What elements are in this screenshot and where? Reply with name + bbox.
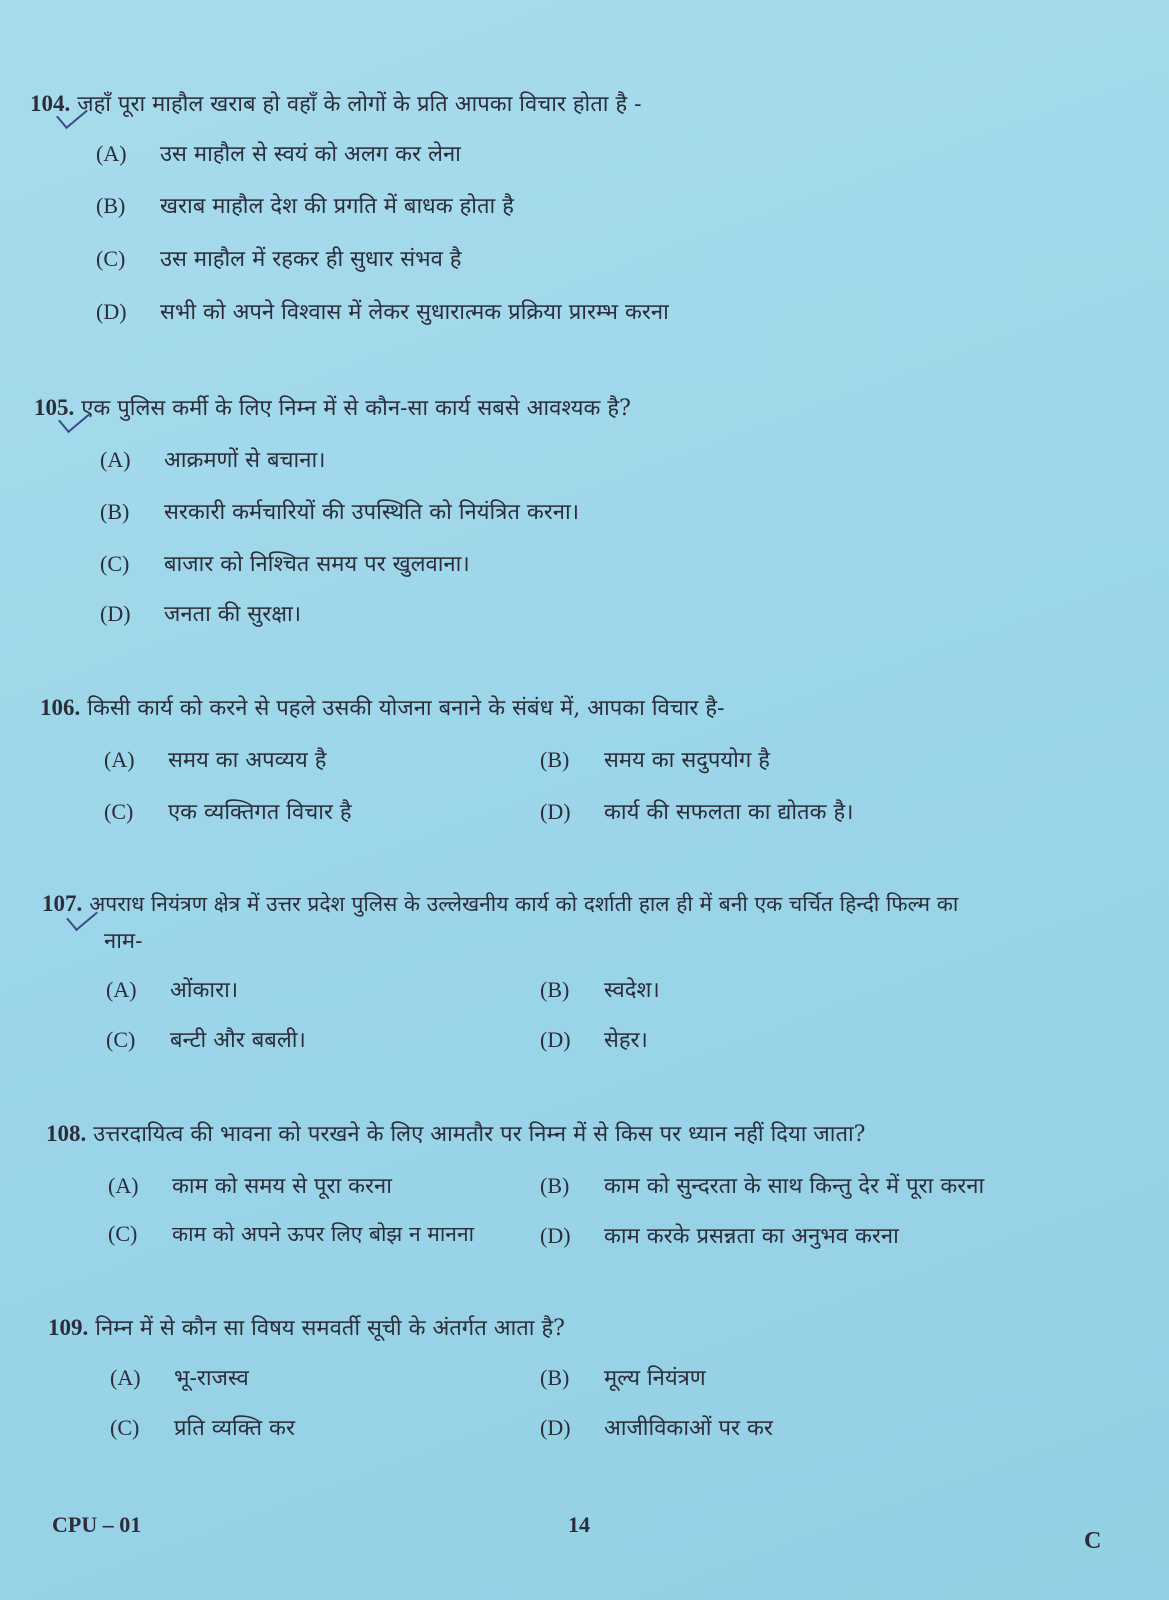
option-b bbox=[100, 496, 579, 526]
option-text: उस माहौल में रहकर ही सुधार संभव है bbox=[160, 247, 462, 272]
option-d bbox=[540, 1220, 899, 1250]
option-label: (A) bbox=[108, 1173, 139, 1198]
question-stem: किसी कार्य को करने से पहले उसकी योजना बनाने के संबंध में, आपका विचार है- bbox=[87, 696, 725, 721]
option-label: (A) bbox=[100, 447, 131, 472]
question-number: 109. bbox=[48, 1315, 89, 1340]
question-text bbox=[42, 890, 958, 918]
option-text: आक्रमणों से बचाना। bbox=[164, 448, 326, 473]
option-label: (B) bbox=[540, 747, 570, 772]
option-text: सरकारी कर्मचारियों की उपस्थिति को नियंत्रित करना। bbox=[164, 500, 580, 525]
option-text: जनता की सुरक्षा। bbox=[164, 602, 302, 627]
option-a bbox=[100, 444, 325, 474]
option-text: भू-राजस्व bbox=[174, 1366, 249, 1391]
option-a bbox=[96, 138, 461, 168]
question-stem: निम्न में से कौन सा विषय समवर्ती सूची के अंतर्गत आता है? bbox=[95, 1316, 565, 1341]
option-label: (D) bbox=[540, 799, 571, 824]
option-label: (C) bbox=[96, 246, 126, 271]
paper-code: CPU – 01 bbox=[52, 1512, 142, 1537]
option-c bbox=[96, 243, 462, 273]
option-b bbox=[540, 1362, 706, 1392]
question-stem: उत्तरदायित्व की भावना को परखने के लिए आमतौर पर निम्न में से किस पर ध्यान नहीं दिया जाता? bbox=[93, 1122, 866, 1147]
option-text: एक व्यक्तिगत विचार है bbox=[168, 800, 352, 825]
option-text: प्रति व्यक्ति कर bbox=[174, 1416, 295, 1441]
question-stem: अपराध नियंत्रण क्षेत्र में उत्तर प्रदेश पुलिस के उल्लेखनीय कार्य को दर्शाती हाल ही में बनी एक चर्चित हिन्दी फिल्म का bbox=[89, 892, 959, 916]
option-label: (B) bbox=[540, 1365, 570, 1390]
option-d bbox=[96, 296, 669, 326]
option-text: कार्य की सफलता का द्योतक है। bbox=[604, 800, 854, 825]
option-text: ओंकारा। bbox=[170, 978, 239, 1003]
option-text: समय का सदुपयोग है bbox=[604, 748, 770, 773]
option-text: काम करके प्रसन्नता का अनुभव करना bbox=[604, 1224, 899, 1249]
question-number: 105. bbox=[34, 395, 75, 420]
option-c bbox=[110, 1412, 295, 1442]
option-label: (C) bbox=[100, 551, 130, 576]
option-label: (B) bbox=[540, 1173, 570, 1198]
option-label: (B) bbox=[100, 499, 130, 524]
page-number: 14 bbox=[568, 1512, 590, 1537]
option-b bbox=[96, 190, 514, 220]
option-text: खराब माहौल देश की प्रगति में बाधक होता है bbox=[160, 194, 514, 219]
option-b bbox=[540, 1170, 984, 1200]
option-a bbox=[104, 744, 326, 774]
option-text: सेहर। bbox=[604, 1028, 648, 1053]
option-c bbox=[108, 1220, 474, 1248]
question-number: 107. bbox=[42, 891, 83, 916]
option-c bbox=[106, 1024, 306, 1054]
question-number: 106. bbox=[40, 695, 81, 720]
option-text: उस माहौल से स्वयं को अलग कर लेना bbox=[160, 142, 461, 167]
option-label: (D) bbox=[540, 1223, 571, 1248]
option-d bbox=[540, 1024, 648, 1054]
question-stem-continued: नाम- bbox=[104, 929, 143, 954]
option-label: (A) bbox=[106, 977, 137, 1002]
option-label: (C) bbox=[110, 1415, 140, 1440]
option-text: सभी को अपने विश्वास में लेकर सुधारात्मक प्रक्रिया प्रारम्भ करना bbox=[160, 300, 669, 325]
option-d bbox=[100, 598, 301, 628]
question-stem: जहाँ पूरा माहौल खराब हो वहाँ के लोगों के प्रति आपका विचार होता है - bbox=[77, 92, 642, 117]
option-a bbox=[108, 1170, 392, 1200]
option-text: समय का अपव्यय है bbox=[168, 748, 327, 773]
option-a bbox=[110, 1362, 249, 1392]
option-text: मूल्य नियंत्रण bbox=[604, 1366, 706, 1391]
option-label: (D) bbox=[96, 299, 127, 324]
option-label: (C) bbox=[106, 1027, 136, 1052]
option-b bbox=[540, 974, 660, 1004]
option-text: आजीविकाओं पर कर bbox=[604, 1416, 773, 1441]
option-label: (A) bbox=[110, 1365, 141, 1390]
option-label: (B) bbox=[540, 977, 570, 1002]
option-c bbox=[100, 548, 470, 578]
option-text: बन्टी और बबली। bbox=[170, 1028, 306, 1053]
option-a bbox=[106, 974, 238, 1004]
question-text bbox=[46, 1118, 865, 1148]
option-label: (A) bbox=[96, 141, 127, 166]
option-text: बाजार को निश्चित समय पर खुलवाना। bbox=[164, 552, 470, 577]
option-text: काम को सुन्दरता के साथ किन्तु देर में पूरा करना bbox=[604, 1174, 985, 1199]
option-label: (C) bbox=[104, 799, 134, 824]
question-number: 108. bbox=[46, 1121, 87, 1146]
option-d bbox=[540, 796, 854, 826]
option-label: (C) bbox=[108, 1221, 138, 1246]
option-b bbox=[540, 744, 770, 774]
option-text: स्वदेश। bbox=[604, 978, 660, 1003]
option-label: (D) bbox=[540, 1415, 571, 1440]
option-label: (D) bbox=[540, 1027, 571, 1052]
question-text bbox=[34, 392, 631, 422]
question-stem: एक पुलिस कर्मी के लिए निम्न में से कौन-सा कार्य सबसे आवश्यक है? bbox=[81, 396, 631, 421]
option-label: (B) bbox=[96, 193, 126, 218]
question-text bbox=[40, 692, 725, 722]
question-number: 104. bbox=[30, 91, 71, 116]
option-text: काम को अपने ऊपर लिए बोझ न मानना bbox=[172, 1222, 475, 1246]
option-d bbox=[540, 1412, 773, 1442]
booklet-series: C bbox=[1084, 1528, 1102, 1554]
option-c bbox=[104, 796, 352, 826]
question-text bbox=[48, 1312, 565, 1342]
option-text: काम को समय से पूरा करना bbox=[172, 1174, 392, 1199]
option-label: (A) bbox=[104, 747, 135, 772]
option-label: (D) bbox=[100, 601, 131, 626]
question-text bbox=[30, 88, 642, 118]
